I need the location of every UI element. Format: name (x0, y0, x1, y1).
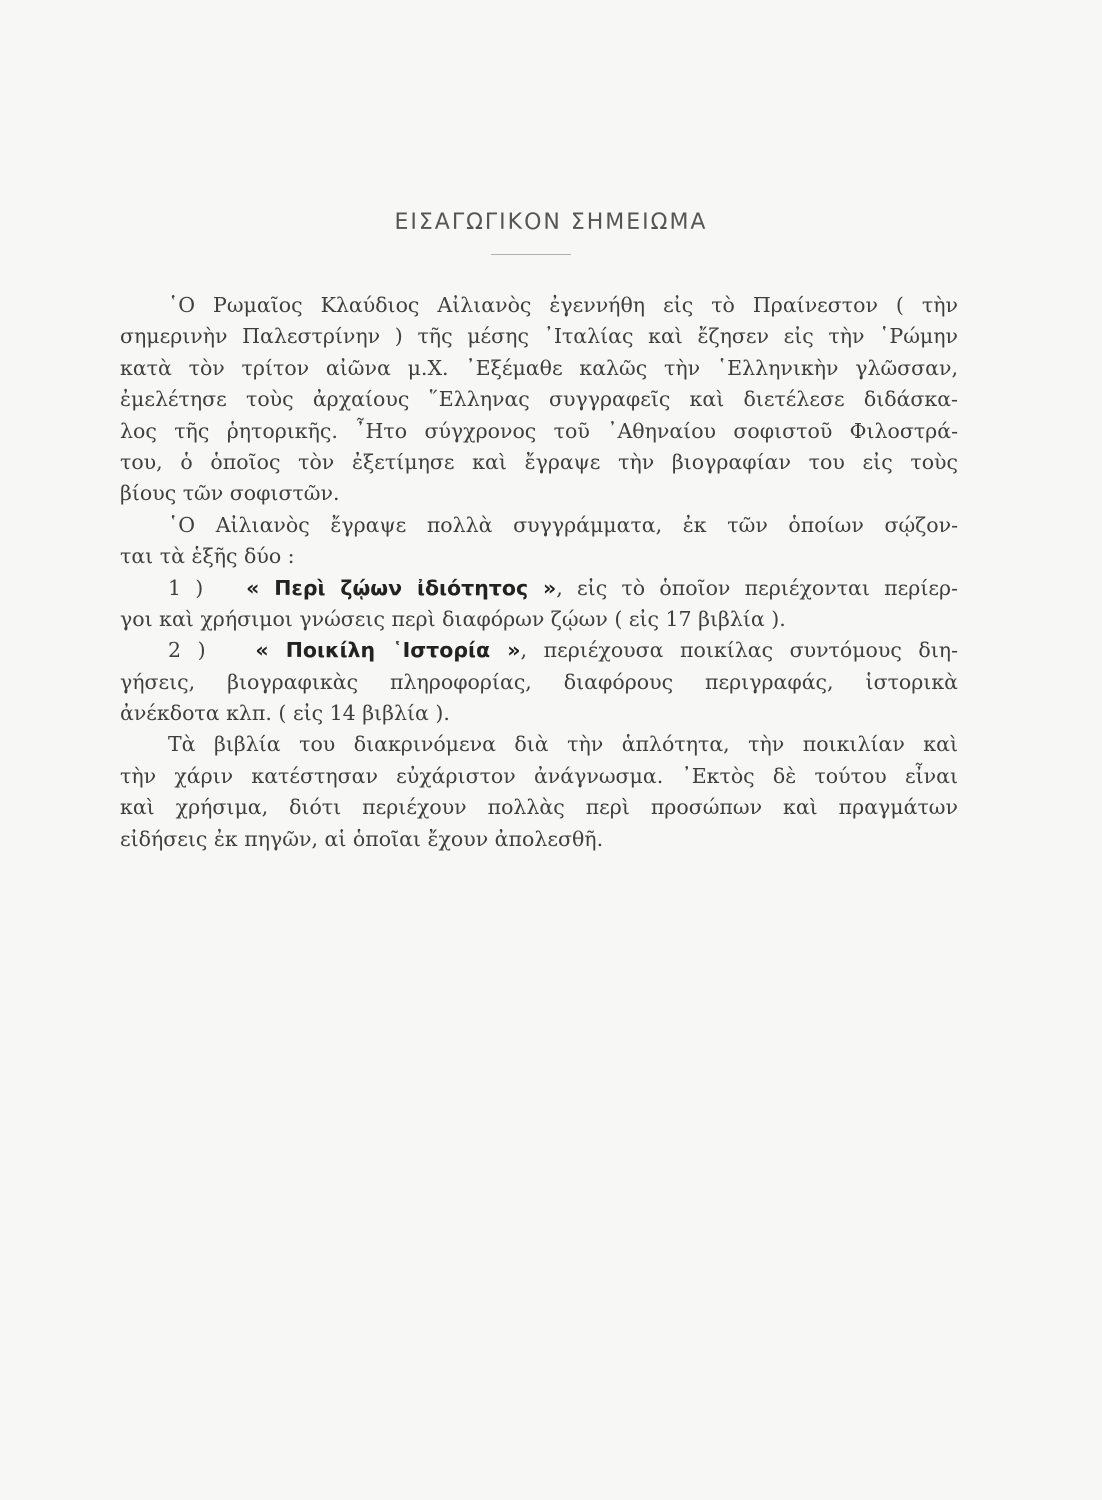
text-line: ἐμελέτησε τοὺς ἀρχαίους ῞Ελληνας συγγραφεῖς καὶ διετέλεσε διδάσκα- (120, 387, 958, 412)
text-line: Τὰ βιβλία του διακρινόμενα διὰ τὴν ἁπλότητα, τὴν ποικιλίαν καὶ (168, 732, 958, 757)
list-item-number: 1 ) (168, 575, 204, 600)
text-line: του, ὁ ὁποῖος τὸν ἐξετίμησε καὶ ἔγραψε τὴν βιογραφίαν του εἰς τοὺς (120, 449, 958, 474)
heading-rule (491, 254, 571, 255)
work-title: « Περὶ ζῴων ἰδιότητος » (246, 575, 557, 600)
text-line: γοι καὶ χρήσιμοι γνώσεις περὶ διαφόρων ζῴων ( εἰς 17 βιβλία ). (120, 606, 786, 631)
list-item-1 (120, 573, 958, 604)
text-line: τὴν χάριν κατέστησαν εὐχάριστον ἀνάγνωσμα. ᾿Εκτὸς δὲ τούτου εἶναι (120, 763, 958, 788)
list-item-number: 2 ) (168, 638, 206, 663)
list-item-2 (120, 635, 958, 666)
text-line: σημερινὴν Παλεστρίνην ) τῆς μέσης ᾿Ιταλίας καὶ ἔζησεν εἰς τὴν ῾Ρώμην (120, 324, 958, 349)
text-line: βίους τῶν σοφιστῶν. (120, 481, 340, 506)
text-line: εἰδήσεις ἐκ πηγῶν, αἱ ὁποῖαι ἔχουν ἀπολεσθῆ. (120, 826, 604, 851)
work-title: « Ποικίλη ῾Ιστορία » (255, 638, 521, 663)
text-line: καὶ χρήσιμα, διότι περιέχουν πολλὰς περὶ προσώπων καὶ πραγμάτων (120, 795, 958, 820)
list-item-text: , εἰς τὸ ὁποῖον περιέχονται περίερ- (556, 575, 958, 600)
text-line: ῾Ο Αἰλιανὸς ἔγραψε πολλὰ συγγράμματα, ἐκ τῶν ὁποίων σῴζον- (168, 512, 958, 537)
section-heading: ΕΙΣΑΓΩΓΙΚΟΝ ΣΗΜΕΙΩΜΑ (394, 210, 708, 235)
text-line: ῾Ο Ρωμαῖος Κλαύδιος Αἰλιανὸς ἐγεννήθη εἰς τὸ Πραίνεστον ( τὴν (168, 293, 958, 317)
body-text (120, 290, 958, 855)
text-line: ται τὰ ἑξῆς δύο : (120, 544, 295, 569)
text-line: λος τῆς ῥητορικῆς. ῏Ητο σύγχρονος τοῦ ᾿Αθηναίου σοφιστοῦ Φιλοστρά- (120, 418, 958, 443)
text-line: ἀνέκδοτα κλπ. ( εἰς 14 βιβλία ). (120, 701, 450, 726)
list-item-text: , περιέχουσα ποικίλας συντόμους διη- (520, 638, 958, 663)
text-line: γήσεις, βιογραφικὰς πληροφορίας, διαφόρους περιγραφάς, ἱστορικὰ (120, 669, 958, 694)
text-line: κατὰ τὸν τρίτον αἰῶνα μ.Χ. ᾿Εξέμαθε καλῶς τὴν ῾Ελληνικὴν γλῶσσαν, (120, 355, 958, 380)
